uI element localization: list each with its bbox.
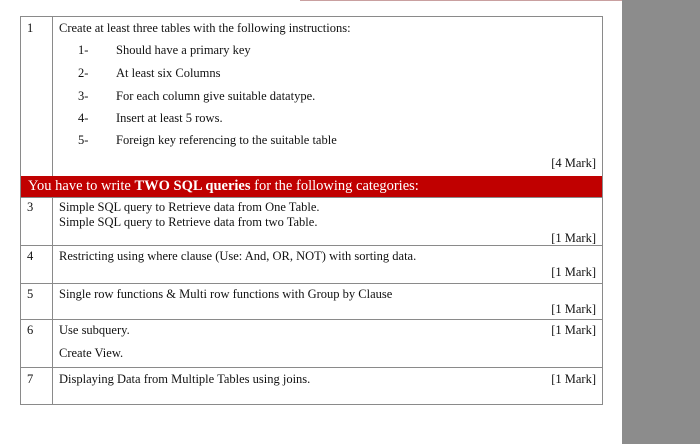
list-item-number: 1- (78, 43, 89, 57)
section-banner (21, 176, 602, 197)
row-number: 6 (27, 323, 34, 337)
mark-label: [1 Mark] (551, 265, 596, 279)
task-text: Restricting using where clause (Use: And, OR, NOT) with sorting data. (59, 249, 417, 263)
task-text: Displaying Data from Multiple Tables using joins. (59, 372, 311, 386)
list-item: Foreign key referencing to the suitable table (116, 133, 337, 147)
row-number: 4 (27, 249, 34, 263)
top-rule (300, 0, 622, 1)
list-item-number: 5- (78, 133, 89, 147)
mark-label: [4 Mark] (551, 156, 596, 170)
column-divider (52, 197, 53, 405)
list-item-number: 3- (78, 89, 89, 103)
mark-label: [1 Mark] (551, 323, 596, 337)
row-number: 3 (27, 200, 34, 214)
task-text: Simple SQL query to Retrieve data from two Table. (59, 215, 318, 229)
column-divider (52, 16, 53, 176)
row-number: 7 (27, 372, 34, 386)
row-separator (20, 245, 603, 246)
list-item: Should have a primary key (116, 43, 251, 57)
row-number: 1 (27, 21, 34, 35)
task-text: Create View. (59, 346, 124, 360)
banner-pre: You have to write (28, 178, 135, 194)
list-item-number: 2- (78, 66, 89, 80)
task-text: Use subquery. (59, 323, 130, 337)
instruction-intro: Create at least three tables with the following instructions: (59, 21, 351, 35)
row-separator (20, 319, 603, 320)
banner-post: for the following categories: (250, 178, 419, 194)
row-separator (20, 283, 603, 284)
mark-label: [1 Mark] (551, 372, 596, 386)
mark-label: [1 Mark] (551, 302, 596, 316)
row-number: 5 (27, 287, 34, 301)
list-item: Insert at least 5 rows. (116, 111, 223, 125)
mark-label: [1 Mark] (551, 231, 596, 245)
task-text: Single row functions & Multi row functions with Group by Clause (59, 287, 393, 301)
list-item: For each column give suitable datatype. (116, 89, 316, 103)
row-separator (20, 367, 603, 368)
task-text: Simple SQL query to Retrieve data from One Table. (59, 200, 320, 214)
row-separator (20, 197, 603, 198)
list-item-number: 4- (78, 111, 89, 125)
gray-side-panel (622, 0, 700, 444)
banner-bold: TWO SQL queries (134, 178, 251, 194)
banner-text (28, 178, 419, 195)
list-item: At least six Columns (116, 66, 221, 80)
